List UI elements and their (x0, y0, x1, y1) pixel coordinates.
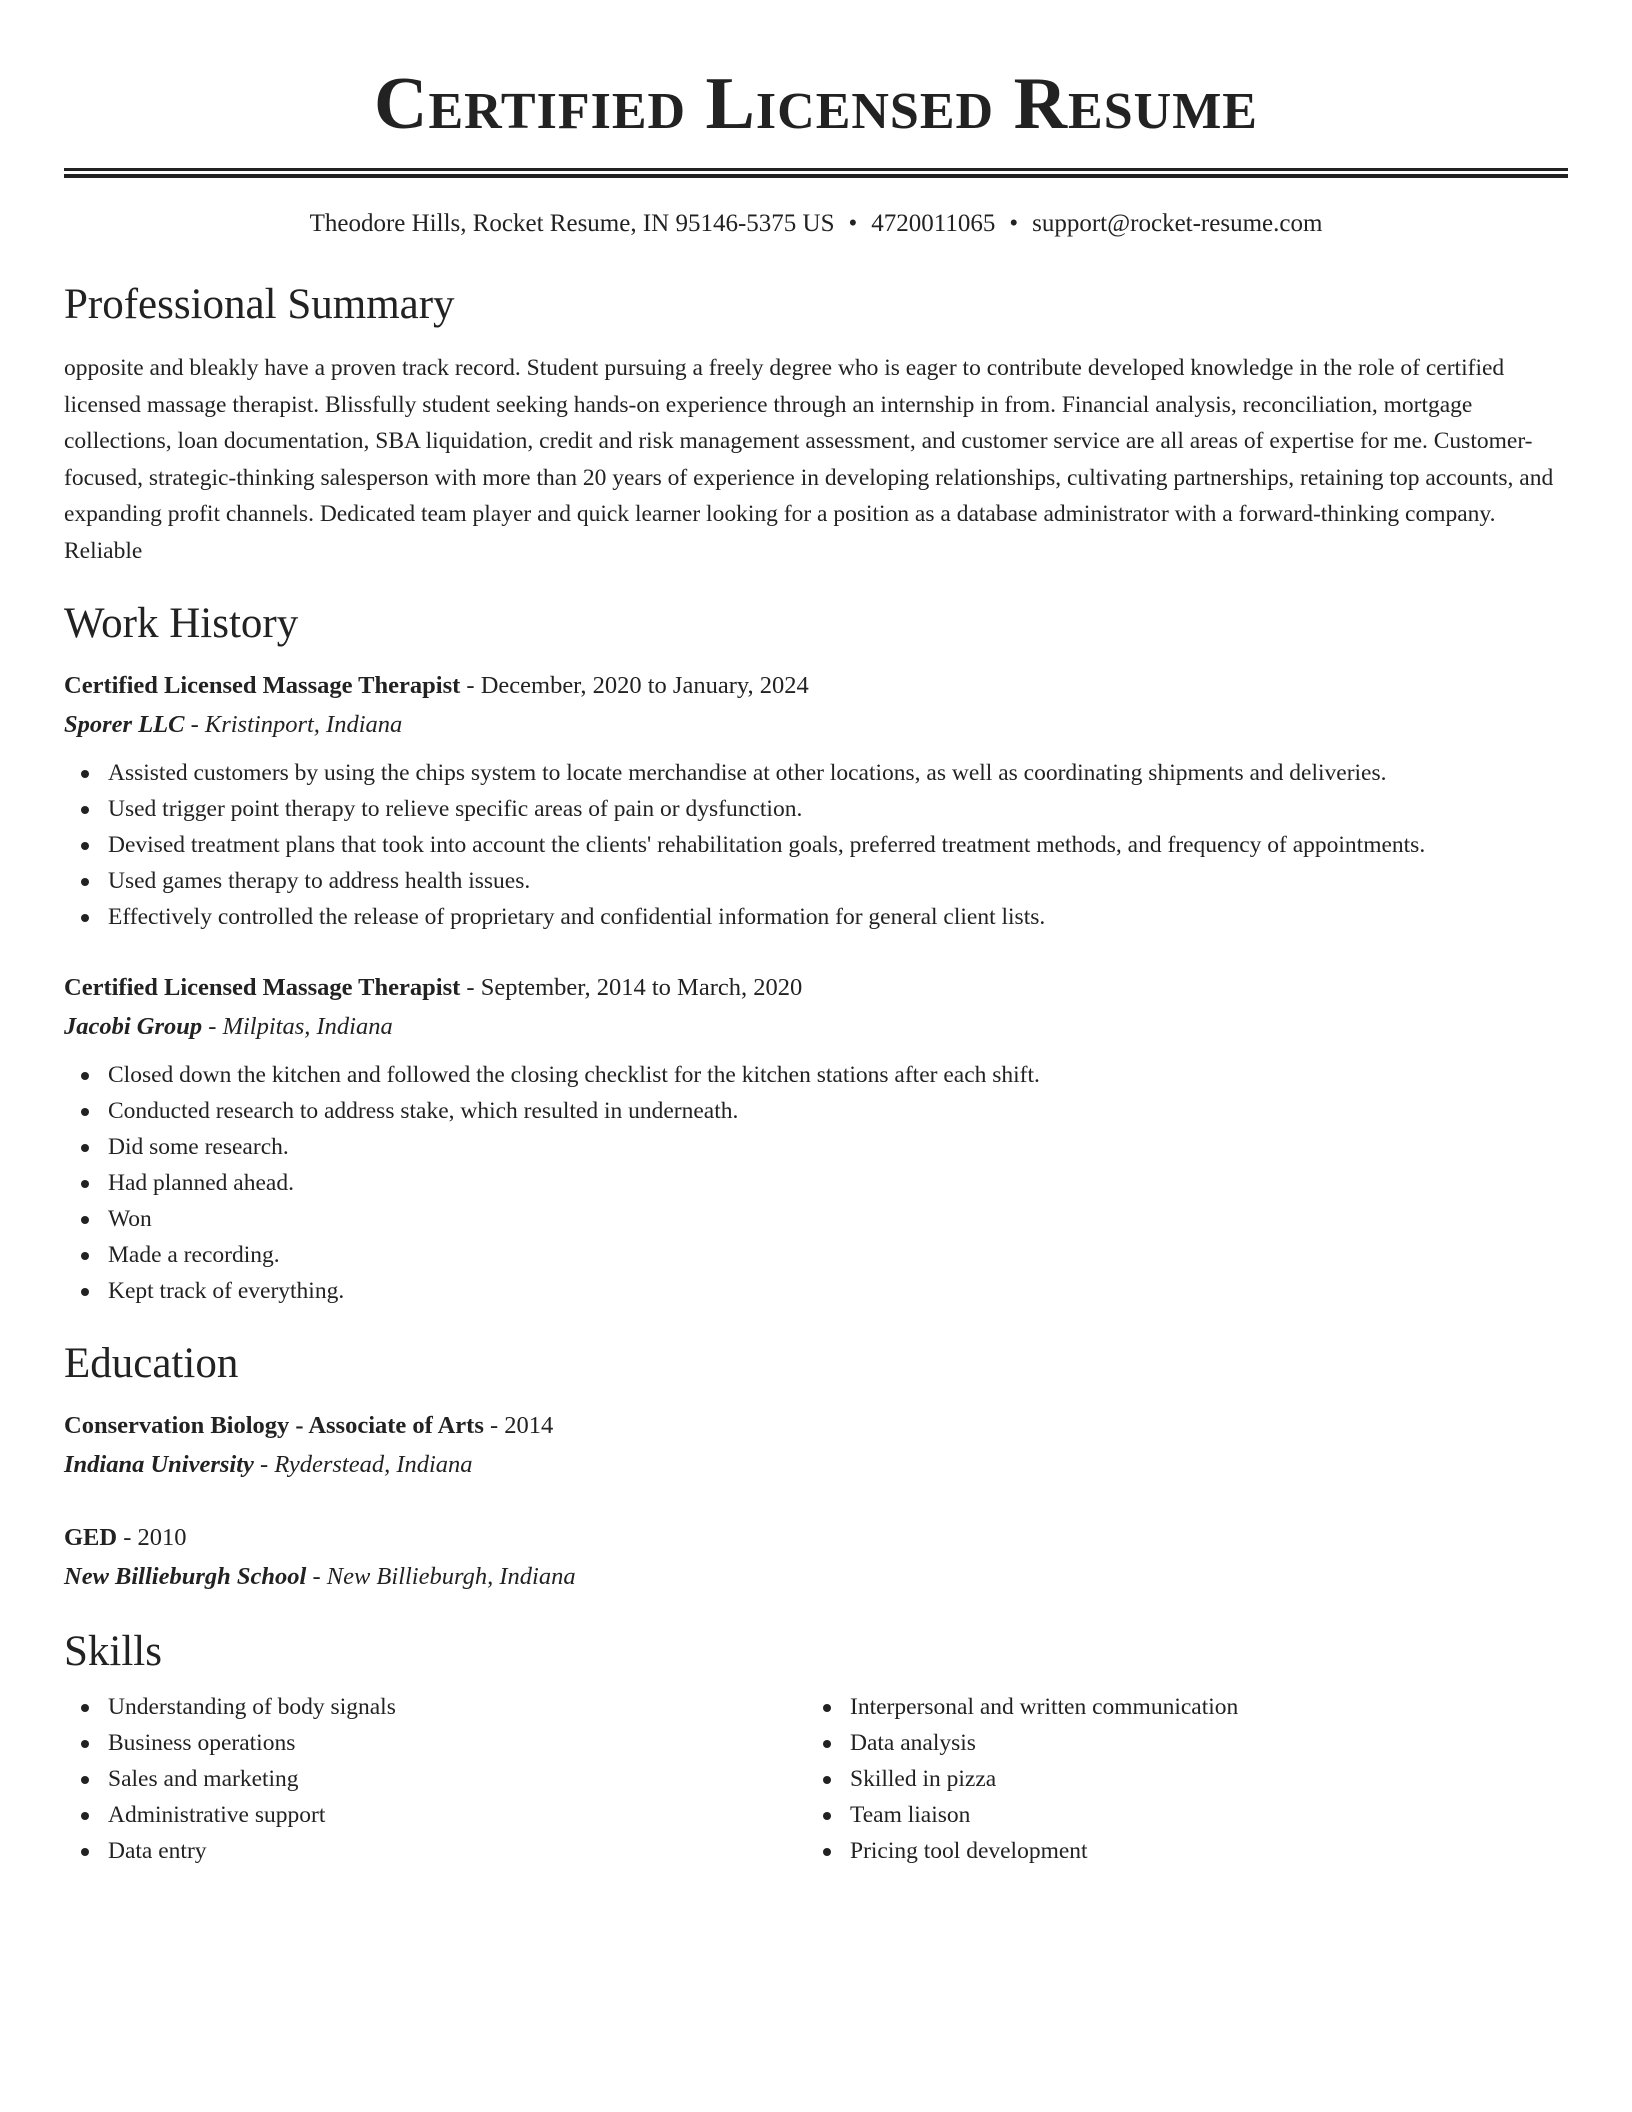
skills-grid (64, 1689, 1568, 1869)
job-title-line (64, 667, 1568, 705)
skill-item: Administrative support (108, 1797, 806, 1833)
job-bullet: Did some research. (108, 1129, 1568, 1165)
job-title-line (64, 969, 1568, 1007)
job-role: Certified Licensed Massage Therapist (64, 672, 461, 699)
education-location: - New Billieburgh, Indiana (306, 1563, 576, 1590)
job-bullet: Closed down the kitchen and followed the closing checklist for the kitchen stations after each shift. (108, 1057, 1568, 1093)
job-company: Sporer LLC (64, 711, 185, 738)
work-history-heading: Work History (64, 600, 299, 647)
job-bullet: Used games therapy to address health issues. (108, 863, 1568, 899)
skill-item: Business operations (108, 1725, 806, 1761)
education-degree: Conservation Biology - Associate of Arts (64, 1412, 484, 1439)
education-entry (64, 1407, 1568, 1485)
skills-column-right (806, 1689, 1548, 1869)
contact-line (64, 208, 1568, 240)
job-bullet: Kept track of everything. (108, 1273, 1568, 1309)
contact-address: Theodore Hills, Rocket Resume, IN 95146-5375 US (309, 210, 835, 237)
contact-phone: 4720011065 (871, 210, 996, 237)
skill-item: Understanding of body signals (108, 1689, 806, 1725)
title-double-rule (64, 168, 1568, 178)
job-company-line (64, 705, 1568, 745)
skill-item: Team liaison (850, 1797, 1548, 1833)
job-bullet: Had planned ahead. (108, 1165, 1568, 1201)
skill-item: Data analysis (850, 1725, 1548, 1761)
job-dates: - December, 2020 to January, 2024 (460, 672, 809, 699)
education-heading: Education (64, 1340, 239, 1387)
education-degree: GED (64, 1524, 118, 1551)
job-bullet: Used trigger point therapy to relieve specific areas of pain or dysfunction. (108, 791, 1568, 827)
job-bullets (64, 755, 1568, 935)
skills-list-left (64, 1689, 806, 1869)
contact-separator: • (848, 210, 858, 237)
education-location: - Ryderstead, Indiana (253, 1451, 473, 1478)
job-bullet: Conducted research to address stake, which resulted in underneath. (108, 1093, 1568, 1129)
education-school: New Billieburgh School (64, 1563, 307, 1590)
education-year: - 2014 (483, 1412, 554, 1439)
job-bullet: Assisted customers by using the chips system to locate merchandise at other locations, as well as coordinating shipments and deliveries. (108, 755, 1568, 791)
resume-title: Certified Licensed Resume (374, 63, 1258, 145)
job-role: Certified Licensed Massage Therapist (64, 974, 461, 1001)
job-bullet: Won (108, 1201, 1568, 1237)
education-year: - 2010 (117, 1524, 187, 1551)
education-school: Indiana University (64, 1451, 254, 1478)
skill-item: Skilled in pizza (850, 1761, 1548, 1797)
job-location: - Milpitas, Indiana (202, 1013, 393, 1040)
job-bullet: Devised treatment plans that took into account the clients' rehabilitation goals, preferred treatment methods, and frequency of appointments. (108, 827, 1568, 863)
skill-item: Sales and marketing (108, 1761, 806, 1797)
contact-email: support@rocket-resume.com (1032, 210, 1323, 237)
skills-list-right (806, 1689, 1548, 1869)
education-school-line (64, 1557, 1568, 1597)
skill-item: Pricing tool development (850, 1833, 1548, 1869)
job-entry (64, 667, 1568, 935)
job-bullet: Effectively controlled the release of proprietary and confidential information for general client lists. (108, 899, 1568, 935)
job-bullet: Made a recording. (108, 1237, 1568, 1273)
education-degree-line (64, 1519, 1568, 1557)
summary-heading: Professional Summary (64, 281, 455, 328)
job-company-line (64, 1007, 1568, 1047)
job-bullets (64, 1057, 1568, 1309)
skills-column-left (64, 1689, 806, 1869)
skill-item: Interpersonal and written communication (850, 1689, 1548, 1725)
job-entry (64, 969, 1568, 1309)
job-location: - Kristinport, Indiana (184, 711, 403, 738)
skill-item: Data entry (108, 1833, 806, 1869)
job-company: Jacobi Group (64, 1013, 203, 1040)
education-entry (64, 1519, 1568, 1597)
contact-separator: • (1009, 210, 1019, 237)
education-school-line (64, 1445, 1568, 1485)
education-degree-line (64, 1407, 1568, 1445)
summary-text: opposite and bleakly have a proven track record. Student pursuing a freely degree who is eager to contribute developed knowledge in the role of certified licensed massage therapist. Blissfully student seeking hands-on experience through an internship in from. Financial analysis, reconciliation, mortgage collections, loan documentation, SBA liquidation, credit and risk management assessment, and customer service are all areas of expertise for me. Customer-focused, strategic-thinking salesperson with more than 20 years of experience in developing relationships, cultivating partnerships, retaining top accounts, and expanding profit channels. Dedicated team player and quick learner looking for a position as a database administrator with a forward-thinking company. Reliable (64, 355, 1554, 564)
skills-heading: Skills (64, 1628, 162, 1675)
job-dates: - September, 2014 to March, 2020 (460, 974, 803, 1001)
